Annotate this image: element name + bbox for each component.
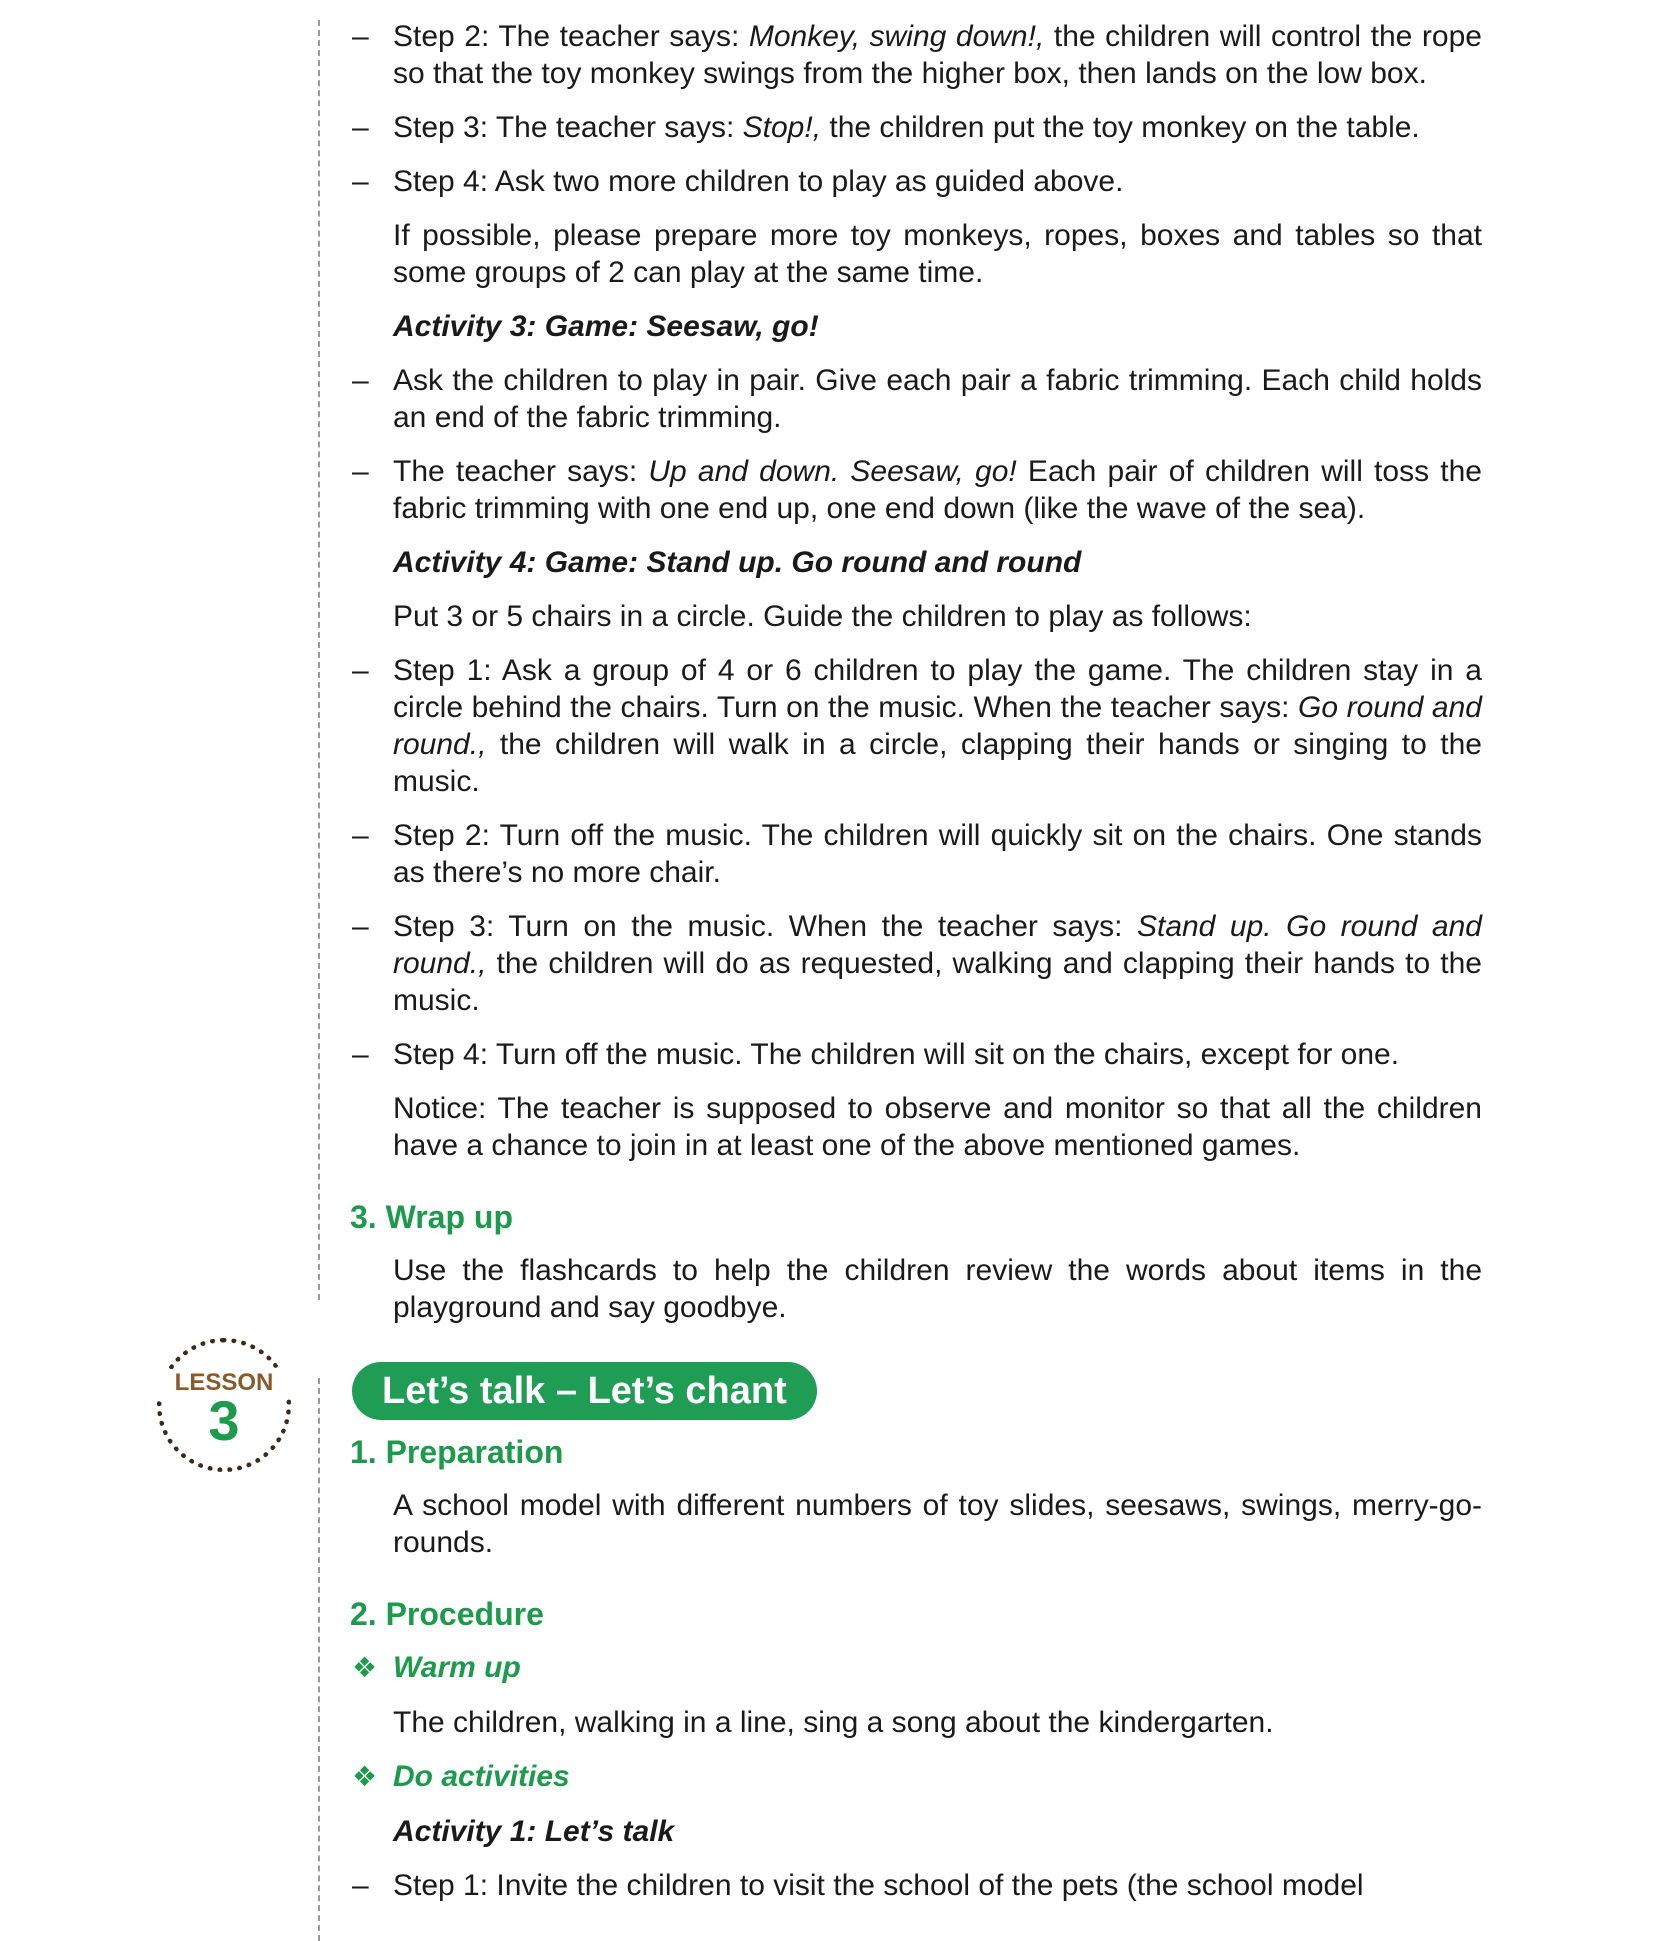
preparation-text: A school model with different numbers of toy slides, seesaws, swings, merry-go-rounds. (393, 1489, 1482, 1559)
diamond-bullet-icon: ❖ (352, 1652, 378, 1683)
list-item: – Step 3: The teacher says: Stop!, the children put the toy monkey on the table. (352, 111, 1420, 144)
margin-divider-bottom (318, 1378, 320, 1941)
margin-divider-top (318, 20, 320, 1300)
dash-bullet: – (352, 910, 369, 943)
list-item: – Step 1: Invite the children to visit the school of the pets (the school model (352, 1869, 1364, 1902)
dash-bullet: – (352, 1038, 369, 1071)
list-item: – Step 3: Turn on the music. When the teacher says: Stand up. Go round and round., the children will do as requested, walking and clapping their hands to the music. (352, 910, 1482, 1017)
do-activities-heading: ❖ Do activities (350, 1758, 1482, 1796)
dash-bullet: – (352, 819, 369, 852)
lesson-title: Let’s talk – Let’s chant (352, 1362, 817, 1420)
lesson-badge-label: LESSON (154, 1369, 294, 1397)
activity-3-title: Activity 3: Game: Seesaw, go! (393, 310, 819, 343)
note-paragraph: If possible, please prepare more toy monkeys, ropes, boxes and tables so that some groups of 2 can play at the same time. (393, 219, 1482, 289)
wrap-up-text: Use the flashcards to help the children review the words about items in the playground and say goodbye. (393, 1254, 1482, 1324)
dash-bullet: – (352, 654, 369, 687)
dash-bullet: – (352, 364, 369, 397)
dash-bullet: – (352, 455, 369, 488)
preparation-heading: 1. Preparation (350, 1434, 564, 1470)
list-item: – Step 2: Turn off the music. The children will quickly sit on the chairs. One stands as there’s no more chair. (352, 819, 1482, 889)
dash-bullet: – (352, 165, 369, 198)
dash-bullet: – (352, 20, 369, 53)
activity-4-title: Activity 4: Game: Stand up. Go round and round (393, 546, 1082, 579)
diamond-bullet-icon: ❖ (352, 1761, 378, 1792)
page-content-upper (350, 18, 1482, 1326)
list-item: – Step 1: Ask a group of 4 or 6 children to play the game. The children stay in a circle behind the chairs. Turn on the music. When the teacher says: Go round and round., the children will walk in a circle, clapping their hands or singing to the music. (352, 654, 1482, 798)
dash-bullet: – (352, 1869, 369, 1902)
list-item: – Step 2: The teacher says: Monkey, swing down!, the children will control the rope so that the toy monkey swings from the higher box, then lands on the low box. (352, 20, 1482, 90)
warm-up-text: The children, walking in a line, sing a song about the kindergarten. (393, 1706, 1274, 1739)
list-item: – Ask the children to play in pair. Give each pair a fabric trimming. Each child holds an end of the fabric trimming. (352, 364, 1482, 434)
lesson-badge (157, 1338, 291, 1472)
notice-paragraph: Notice: The teacher is supposed to observe and monitor so that all the children have a chance to join in at least one of the above mentioned games. (393, 1092, 1482, 1162)
warm-up-heading: ❖ Warm up (350, 1649, 1482, 1687)
lesson-badge-number: 3 (208, 1389, 240, 1452)
wrap-up-heading: 3. Wrap up (350, 1199, 513, 1235)
list-item: – Step 4: Ask two more children to play as guided above. (352, 165, 1124, 198)
lesson-3-section (350, 1362, 1482, 1904)
list-item: – The teacher says: Up and down. Seesaw, go! Each pair of children will toss the fabric trimming with one end up, one end down (like the wave of the sea). (352, 455, 1482, 525)
dash-bullet: – (352, 111, 369, 144)
list-item: – Step 4: Turn off the music. The children will sit on the chairs, except for one. (352, 1038, 1400, 1071)
activity-1-title: Activity 1: Let’s talk (393, 1815, 675, 1848)
procedure-heading: 2. Procedure (350, 1596, 544, 1632)
activity-4-intro: Put 3 or 5 chairs in a circle. Guide the children to play as follows: (393, 600, 1252, 633)
